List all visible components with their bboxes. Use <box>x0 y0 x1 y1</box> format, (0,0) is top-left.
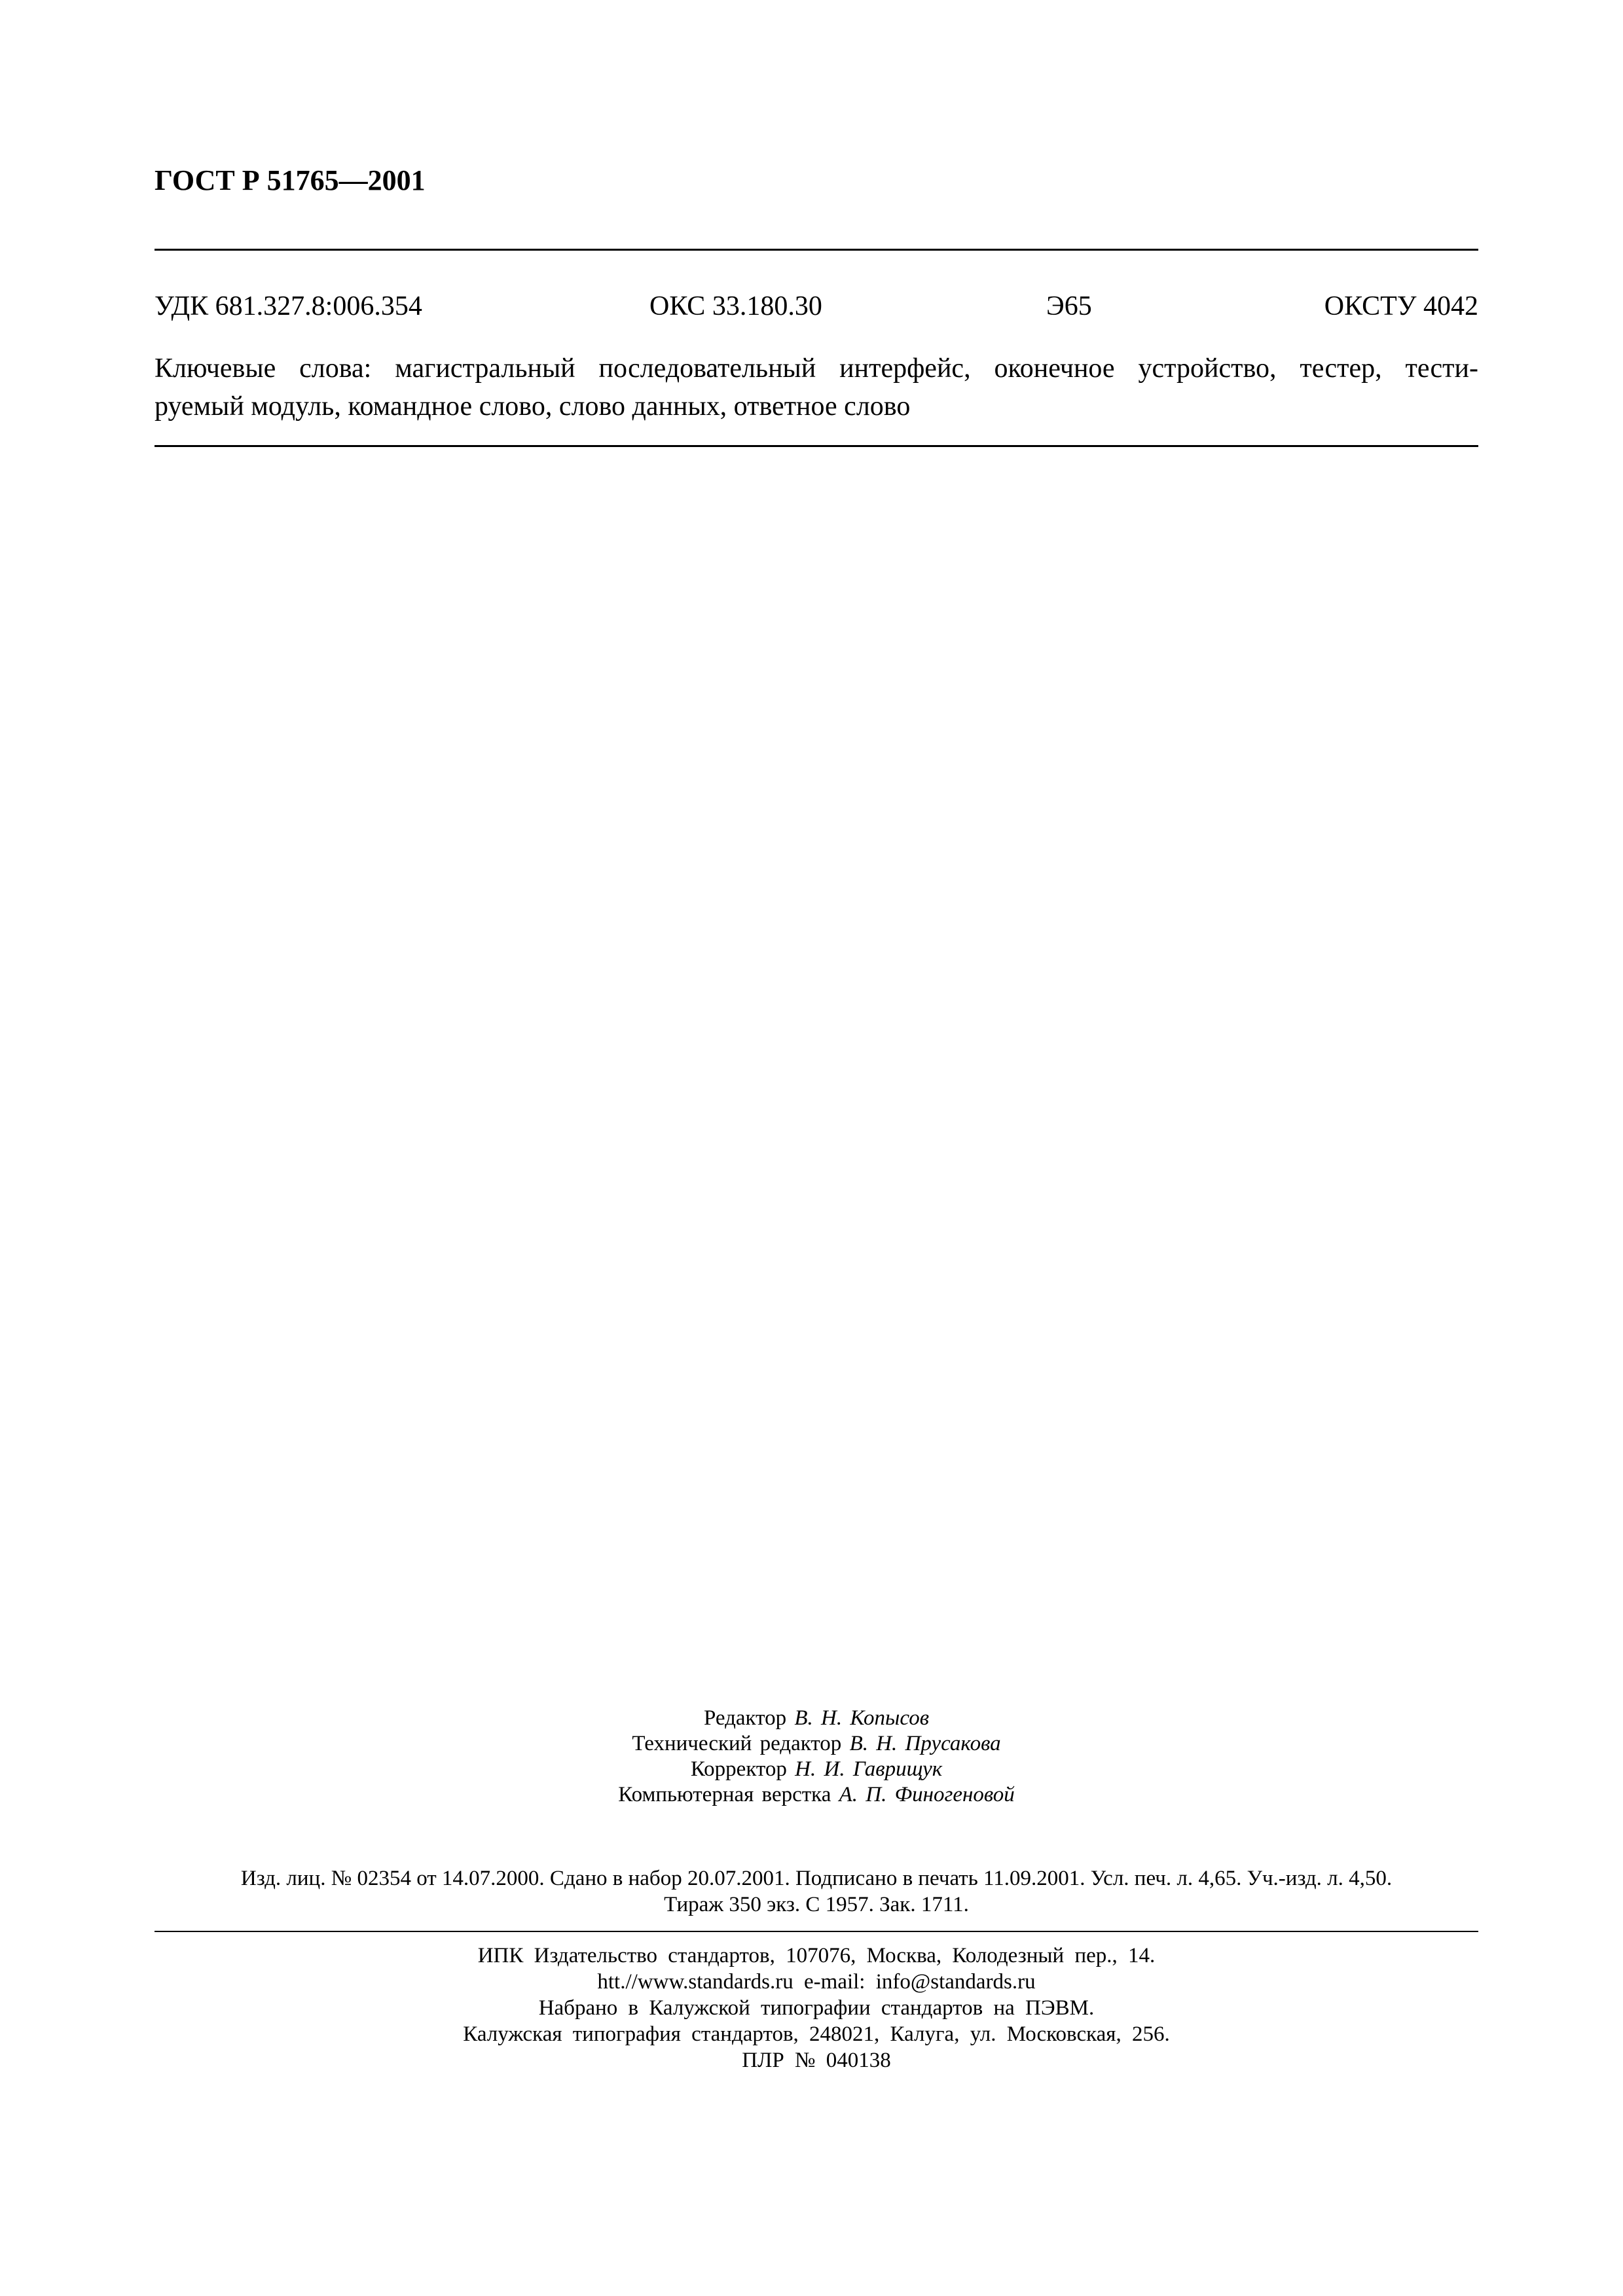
imprint-typeset: Набрано в Калужской типографии стандартов на ПЭВМ. <box>538 1996 1095 2020</box>
imprint-license: ПЛР № 040138 <box>742 2049 891 2072</box>
keywords-line-2: руемый модуль, командное слово, слово данных, ответное слово <box>155 391 911 422</box>
credit-name: А. П. Финогеновой <box>839 1783 1015 1806</box>
keywords-line-1: Ключевые слова: магистральный последовательный интерфейс, оконечное устройство, тестер, тести- <box>155 353 1478 384</box>
credit-name: Н. И. Гаврищук <box>795 1757 943 1781</box>
credit-proofreader <box>155 1757 1478 1782</box>
print-info-line-1: Изд. лиц. № 02354 от 14.07.2000. Сдано в набор 20.07.2001. Подписано в печать 11.09.2001. Усл. печ. л. 4,65. Уч.-изд. л. 4,50. <box>240 1867 1393 1890</box>
keywords-divider <box>155 445 1478 447</box>
standard-code-header: ГОСТ Р 51765—2001 <box>155 164 426 196</box>
credit-name: В. Н. Прусакова <box>849 1732 1001 1755</box>
credit-name: В. Н. Копысов <box>794 1706 930 1730</box>
credit-role: Технический редактор <box>632 1732 842 1755</box>
imprint-printer: Калужская типография стандартов, 248021, Калуга, ул. Московская, 256. <box>463 2022 1170 2046</box>
top-divider <box>155 249 1478 251</box>
oks-code: ОКС 33.180.30 <box>649 291 822 321</box>
group-code: Э65 <box>1046 291 1092 321</box>
keywords-block <box>155 350 1478 425</box>
okstu-code: ОКСТУ 4042 <box>1324 291 1478 321</box>
imprint-web: htt.//www.standards.ru e-mail: info@standards.ru <box>597 1970 1036 1994</box>
imprint-publisher: ИПК Издательство стандартов, 107076, Москва, Колодезный пер., 14. <box>477 1944 1156 1967</box>
credit-layout <box>155 1782 1478 1808</box>
credit-role: Редактор <box>703 1706 787 1730</box>
credits-block <box>155 1706 1478 1808</box>
imprint-block <box>155 1943 1478 2073</box>
classification-row <box>155 287 1478 326</box>
udk-code: УДК 681.327.8:006.354 <box>155 291 422 321</box>
print-info-block <box>155 1865 1478 1918</box>
imprint-divider <box>155 1931 1478 1932</box>
credit-editor <box>155 1706 1478 1731</box>
credit-role: Корректор <box>690 1757 787 1781</box>
credit-role: Компьютерная верстка <box>618 1783 831 1806</box>
credit-technical-editor <box>155 1731 1478 1757</box>
print-info-line-2: Тираж 350 экз. С 1957. Зак. 1711. <box>664 1893 969 1916</box>
